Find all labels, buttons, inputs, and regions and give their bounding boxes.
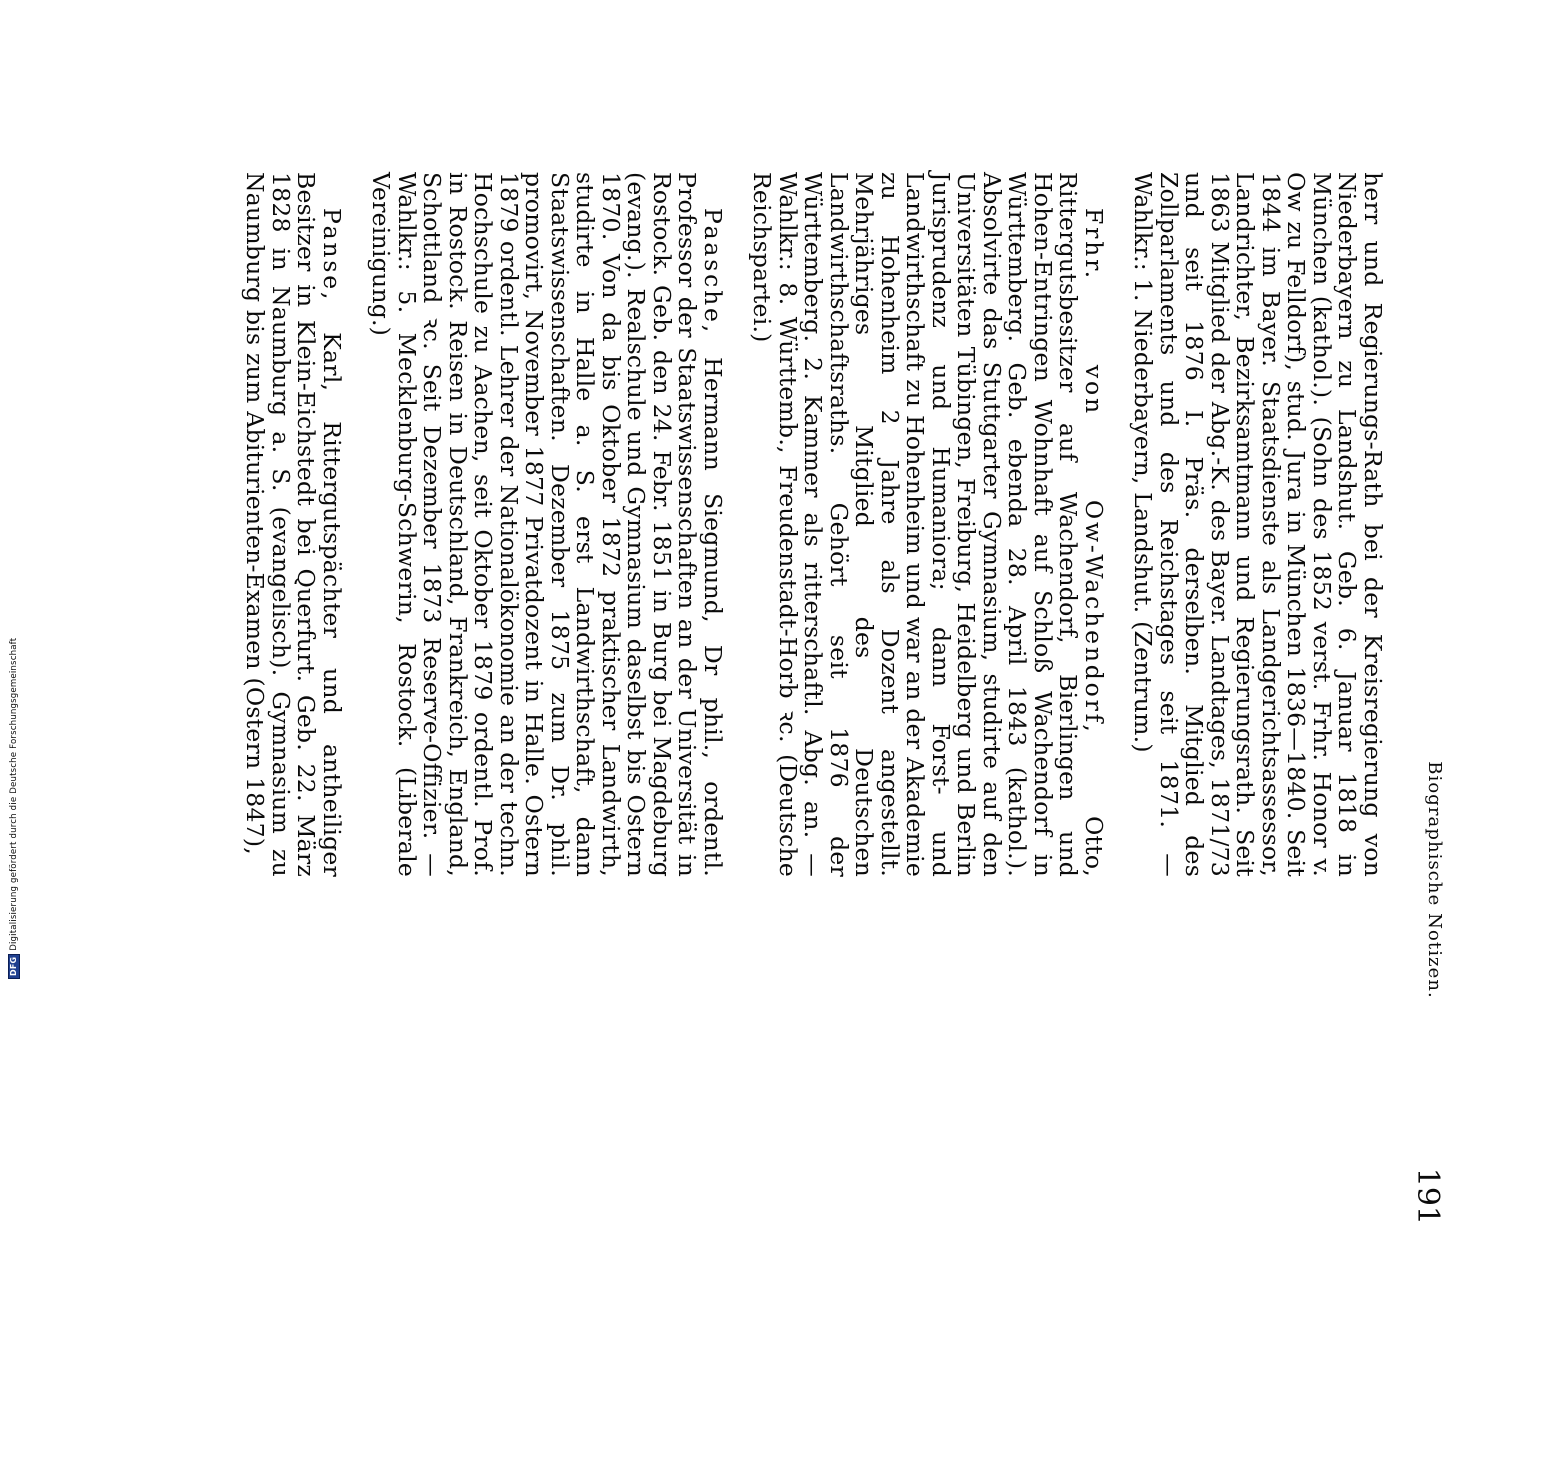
page-number: 191 [1410,1167,1445,1225]
entry-name: Paasche, [699,208,727,336]
credit-text: Digitalisierung gefördert durch die Deutsche Forschungsgemeinschaft [8,637,19,951]
entry-text: herr und Regierungs-Rath bei der Kreisregierung von Niederbayern zu Landshut. Geb. 6. Januar 1818 in München (kathol.). (Sohn des 1852 verst. Frhr. Honor v. Ow zu Felldorf), stud. Jura in München 1836—1840. Seit 1844 im Bayer. Staatsdienste als Landgerichtsassessor, Landrichter, Bezirksamtmann und Regierungsrath. Seit 1863 Mitglied der Abg.-K. des Bayer. Landtages, 1871/73 und seit 1876 I. Präs. derselben. Mitglied des Zollparlaments und des Reichstages seit 1871. — Wahlkr.: 1. Niederbayern, Landshut. (Zentrum.) [1129,172,1387,877]
scanned-page [241,0,1445,1460]
running-head: Biographische Notizen. [1424,761,1445,999]
entry-name: Frhr. von Ow-Wachendorf, [1080,208,1108,735]
biography-entries [218,172,1385,877]
entry-text: Otto, Rittergutsbesitzer auf Wachendorf, Bierlingen und Hohen-Entringen Wohnhaft auf Schloß Wachendorf in Württemberg. Geb. ebenda 28. April 1843 (kathol.). Absolvirte das Stuttgarter Gymnasium, studirte auf den Universitäten Tübingen, Freiburg, Heidelberg und Berlin Jurisprudenz und Humaniora; dann Forst- und Landwirthschaft zu Hohenheim und war an der Akademie zu Hohenheim 2 Jahre als Dozent angestellt. Mehrjähriges Mitglied des Deutschen Landwirthschaftsraths. Gehört seit 1876 der Württemberg. 2. Kammer als ritterschaftl. Abg. an. — Wahlkr.: 8. Württemb., Freudenstadt-Horb ꝛc. (Deutsche Reichspartei.) [748,172,1108,877]
dfg-logo: DFG [8,954,20,979]
biography-entry [1130,172,1385,877]
digitization-credit [0,0,19,1000]
entry-text: Karl, Rittergutspächter und antheiliger Besitzer in Klein-Eichstedt bei Querfurt. Geb. 22. März 1828 in Naumburg a. S. (evangelisch). Gymnasium zu Naumburg bis zum Abiturienten-Examen (Ostern 1847), [241,172,346,877]
biography-entry [368,172,725,877]
entry-name: Panse, [318,208,346,303]
biography-entry [242,172,344,877]
entry-text: Hermann Siegmund, Dr phil., ordentl. Professor der Staatswissenschaften an der Universität in Rostock. Geb. den 24. Febr. 1851 in Burg bei Magdeburg (evang.). Realschule und Gymnasium daselbst bis Ostern 1870. Von da bis Oktober 1872 praktischer Landwirth, studirte in Halle a. S. erst Landwirthschaft, dann Staatswissenschaften. Dezember 1875 zum Dr. phil. promovirt, November 1877 Privatdozent in Halle. Ostern 1879 ordentl. Lehrer der Nationalökonomie an der techn. Hochschule zu Aachen, seit Oktober 1879 ordentl. Prof. in Rostock. Reisen in Deutschland, Frankreich, England, Schottland ꝛc. Seit Dezember 1873 Reserve-Offizier. — Wahlkr.: 5. Mecklenburg-Schwerin, Rostock. (Liberale Vereinigung.) [367,172,727,877]
biography-entry [749,172,1106,877]
